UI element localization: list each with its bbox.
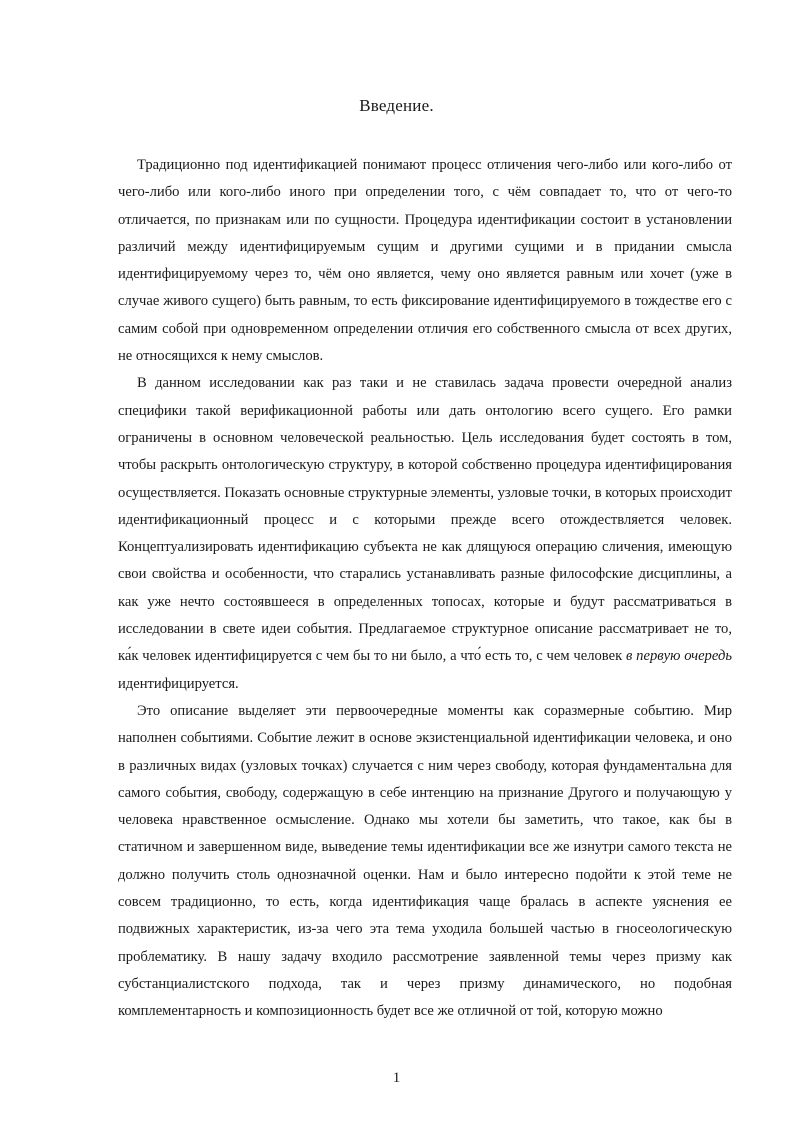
paragraph-3: Это описание выделяет эти первоочередные моменты как соразмерные событию. Мир наполнен событиями. Событие лежит в основе экзистенциальной идентификации человека, и оно в различных видах (узловых точках) случается с ним через свободу, которая фундаментальна для самого события, свободу, содержащую в себе интенцию на признание Другого и получающую у человека нравственное осмысление. Однако мы хотели бы заметить, что такое, как бы в статичном и завершенном виде, выведение темы идентификации все же изнутри самого текста не должно получить столь однозначной оценки. Нам и было интересно подойти к этой теме не совсем традиционно, то есть, когда идентификация чаще бралась в аспекте уяснения ее подвижных характеристик, из-за чего эта тема уходила большей частью в гносеологическую проблематику. В нашу задачу входило рассмотрение заявленной темы через призму как субстанциалистского подхода, так и через призму динамического, но подобная комплементарность и композиционность будет все же отличной от той, которую можно	[118, 702, 732, 1020]
page-number: 1	[392, 1070, 401, 1086]
paragraph-2-text-before: В данном исследовании как раз таки и не ставилась задача провести очередной анализ специфики такой верификационной работы или дать онтологию всего сущего. Его рамки ограничены в основном человеческой реальностью. Цель исследования будет состоять в том, чтобы раскрыть онтологическую структуру, в которой собственно процедура идентифицирования осуществляется. Показать основные структурные элементы, узловые точки, в которых происходит идентификационный процесс и с которыми прежде всего отождествляется человек. Концептуализировать идентификацию субъекта не как длящуюся операцию сличения, имеющую свои свойства и особенности, что старались устанавливать разные философские дисциплины, а как уже нечто состоявшееся в определенных топосах, которые и будут рассматриваться в исследовании в свете идеи события. Предлагаемое структурное описание рассматривает не то, ка́к человек идентифицируется с чем бы то ни было, а что́ есть то, с чем человек	[118, 375, 732, 665]
body-text	[118, 152, 732, 1026]
paragraph-2-emphasis: в первую очередь	[626, 648, 732, 665]
paragraph-2-text-after: идентифицируется.	[118, 675, 239, 692]
paragraph-2	[118, 370, 732, 698]
paragraph-1: Традиционно под идентификацией понимают процесс отличения чего-либо или кого-либо от чего-либо или кого-либо иного при определении того, с чём совпадает то, что от чего-то отличается, по признакам или по сущности. Процедура идентификации состоит в установлении различий между идентифицируемым сущим и другими сущими и в придании смысла идентифицируемому через то, чём оно является, чему оно является равным или хочет (уже в случае живого сущего) быть равным, то есть фиксирование идентифицируемого в тождестве его с самим собой при одновременном определении отличия его собственного смысла от всех других, не относящихся к нему смыслов.	[118, 157, 732, 365]
page-title: Введение.	[359, 96, 434, 115]
